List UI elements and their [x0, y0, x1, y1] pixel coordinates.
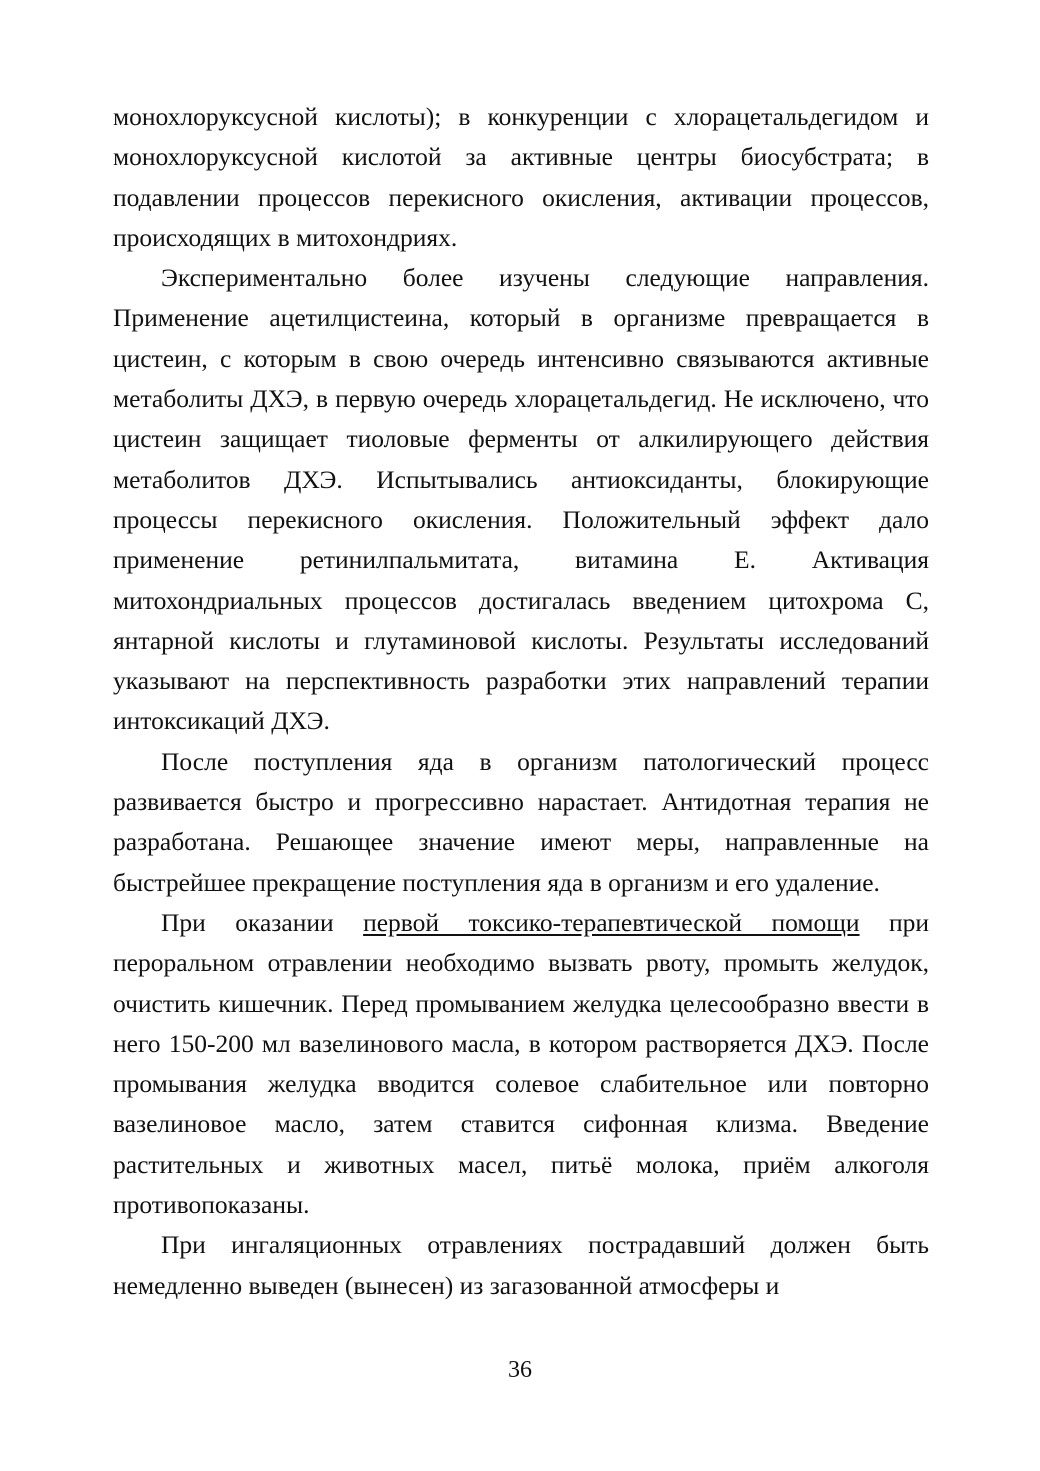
paragraph-inhalation: При ингаляционных отравлениях пострадавший должен быть немедленно выведен (вынесен) из загазованной атмосферы и — [113, 1230, 929, 1300]
first-aid-text-before: При оказании — [161, 907, 364, 937]
paragraph-first-aid — [113, 903, 929, 1225]
page-body — [113, 97, 929, 1306]
first-aid-underlined-term: первой токсико-терапевтической помощи — [363, 907, 860, 937]
first-aid-text-after: при пероральном отравлении необходимо вызвать рвоту, промыть желудок, очистить кишечник. Перед промыванием желудка целесообразно ввести в него 150-200 мл вазелинового масла, в котором растворяется ДХЭ. После промывания желудка вводится солевое слабительное или повторно вазелиновое масло, затем ставится сифонная клизма. Введение растительных и животных масел, питьё молока, приём алкоголя противопоказаны. — [113, 907, 930, 1220]
paragraph-poison-progress: После поступления яда в организм патологический процесс развивается быстро и прогрессивно нарастает. Антидотная терапия не разработана. Решающее значение имеют меры, направленные на быстрейшее прекращение поступления яда в организм и его удаление. — [113, 746, 929, 897]
page-number: 36 — [508, 1357, 532, 1383]
paragraph-continuation: монохлоруксусной кислоты); в конкуренции с хлорацетальдегидом и монохлоруксусной кислотой за активные центры биосубстрата; в подавлении процессов перекисного окисления, активации процессов, происходящих в митохондриях. — [113, 102, 929, 252]
paragraph-experimental-directions: Экспериментально более изучены следующие направления. Применение ацетилцистеина, который в организме превращается в цистеин, с которым в свою очередь интенсивно связываются активные метаболиты ДХЭ, в первую очередь хлорацетальдегид. Не исключено, что цистеин защищает тиоловые ферменты от алкилирующего действия метаболитов ДХЭ. Испытывались антиоксиданты, блокирующие процессы перекисного окисления. Положительный эффект дало применение ретинилпальмитата, витамина Е. Активация митохондриальных процессов достигалась введением цитохрома С, янтарной кислоты и глутаминовой кислоты. Результаты исследований указывают на перспективность разработки этих направлений терапии интоксикаций ДХЭ. — [113, 263, 929, 736]
